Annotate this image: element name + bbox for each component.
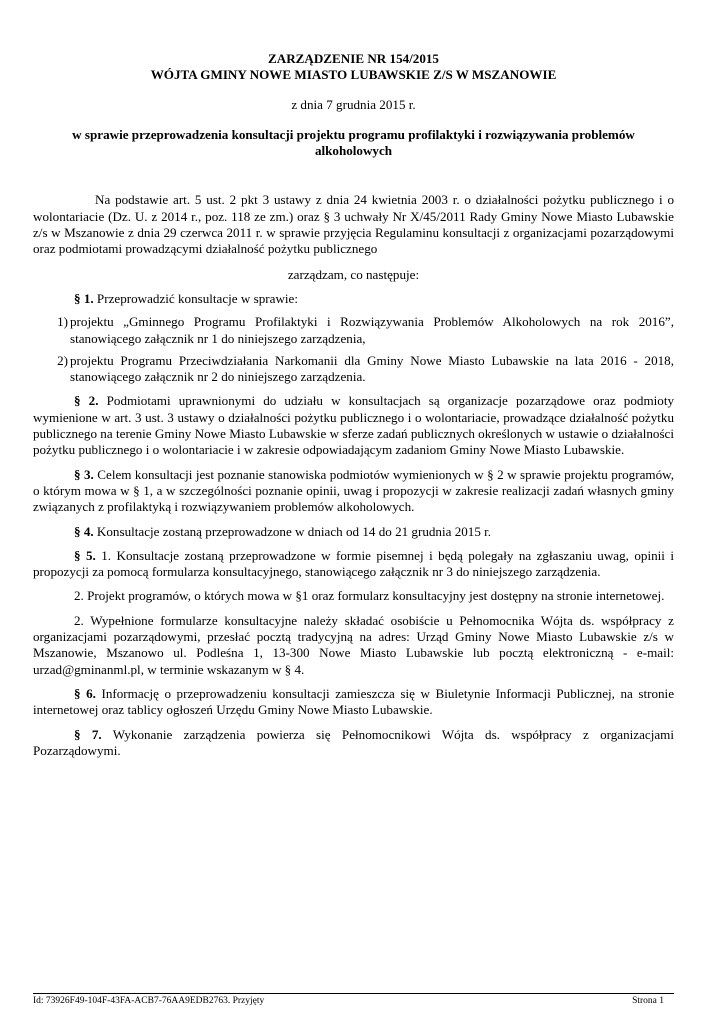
section-5-paragraph-2: 2. Projekt programów, o których mowa w §1 oraz formularz konsultacyjny jest dostępny na stronie internetowej.: [74, 588, 665, 604]
decree-line: zarządzam, co następuje:: [287, 266, 420, 282]
section-4-text: Konsultacje zostaną przeprowadzone w dniach od 14 do 21 grudnia 2015 r.: [96, 523, 492, 539]
section-7-label: § 7.: [74, 726, 102, 742]
section-3-text: Celem konsultacji jest poznanie stanowiska podmiotów wymienionych w § 2 w sprawie projektu programów, o którym mowa w § 1, a w szczególności poznanie opinii, uwag i propozycji w zakresie realizacji zadań własnych gminy związanych z profilaktyką i rozwiązywaniem problemów alkoholowych.: [33, 466, 675, 515]
section-3: [33, 467, 674, 516]
section-4: [33, 524, 674, 540]
section-1-text: Przeprowadzić konsultacje w sprawie:: [96, 290, 298, 306]
section-2-text: Podmiotami uprawnionymi do udziału w konsultacjach są organizacje pozarządowe oraz podmioty wymienione w art. 3 ust. 3 ustawy o działalności pożytku publicznego i o wolontariacie, prowadzące działalność pożytku publicznego na terenie Gminy Nowe Miasto Lubawskie w sferze zadań publicznych określonych w ustawie o działalności pożytku publicznego i o wolontariacie i w zakresie odpowiadającym zadaniom Gminy Nowe Miasto Lubawskie.: [33, 393, 675, 458]
document-subject: w sprawie przeprowadzenia konsultacji projektu programu profilaktyki i rozwiązywania problemów alkoholowych: [72, 126, 635, 159]
list-item-number: 2): [57, 352, 68, 368]
section-5: [33, 548, 674, 581]
section-2-label: § 2.: [74, 393, 99, 409]
section-7: [33, 727, 674, 760]
section-6: [33, 686, 674, 719]
section-5-paragraph-1: 1. Konsultacje zostaną przeprowadzone w formie pisemnej i będą polegały na zgłaszaniu uwag, opinii i propozycji za pomocą formularza konsultacyjnego, stanowiącego załącznik nr 3 do niniejszego zarządzenia.: [33, 547, 675, 580]
section-1-label: § 1.: [74, 290, 94, 306]
document-title-line2: WÓJTA GMINY NOWE MIASTO LUBAWSKIE Z/S W MSZANOWIE: [150, 67, 557, 83]
section-3-label: § 3.: [74, 466, 94, 482]
list-item: [33, 314, 674, 347]
section-6-label: § 6.: [74, 685, 96, 701]
section-5-label: § 5.: [74, 547, 96, 563]
footer-page-number: Strona 1: [632, 996, 664, 1006]
footer-divider: [33, 993, 674, 994]
preamble: Na podstawie art. 5 ust. 2 pkt 3 ustawy z dnia 24 kwietnia 2003 r. o działalności pożytku publicznego i o wolontariacie (Dz. U. z 2014 r., poz. 118 ze zm.) oraz § 3 uchwały Nr X/45/2011 Rady Gminy Nowe Miasto Lubawskie z/s w Mszanowie z dnia 29 czerwca 2011 r. w sprawie przyjęcia Regulaminu konsultacji z organizacjami pozarządowymi oraz podmiotami prowadzącymi działalność pożytku publicznego: [33, 192, 674, 257]
list-item-text: projektu „Gminnego Programu Profilaktyki i Rozwiązywania Problemów Alkoholowych na rok 2016”, stanowiącego załącznik nr 1 do niniejszego zarządzenia,: [70, 314, 674, 346]
section-6-text: Informację o przeprowadzeniu konsultacji zamieszcza się w Biuletynie Informacji Publicznej, na stronie internetowej oraz tablicy ogłoszeń Urzędu Gminy Nowe Miasto Lubawskie.: [33, 685, 675, 718]
section-4-label: § 4.: [74, 523, 94, 539]
document-title-line1: ZARZĄDZENIE NR 154/2015: [268, 51, 439, 66]
list-item: [33, 353, 674, 386]
section-1: [33, 291, 674, 307]
footer-document-id: Id: 73926F49-104F-43FA-ACB7-76AA9EDB2763. Przyjęty: [33, 996, 265, 1006]
list-item-number: 1): [57, 314, 68, 330]
section-7-text: Wykonanie zarządzenia powierza się Pełnomocnikowi Wójta ds. współpracy z organizacjami Pozarządowymi.: [33, 726, 674, 758]
section-5-paragraph-3: 2. Wypełnione formularze konsultacyjne należy składać osobiście u Pełnomocnika Wójta ds. współpracy z organizacjami pozarządowymi, przesłać pocztą tradycyjną na adres: Urząd Gminy Nowe Miasto Lubawskie z/s w Mszanowie, Mszanowo ul. Podleśna 1, 13-300 Nowe Miasto Lubawskie lub pocztą elektroniczną - e-mail: urzad@gminanml.pl, w terminie wskazanym w § 4.: [33, 612, 674, 677]
list-item-text: projektu Programu Przeciwdziałania Narkomanii dla Gminy Nowe Miasto Lubawskie na lata 2016 - 2018, stanowiącego załącznik nr 2 do niniejszego zarządzenia.: [70, 352, 674, 385]
section-2: [33, 393, 674, 458]
section-1-list: [33, 314, 674, 385]
document-body: [33, 51, 674, 759]
document-date: z dnia 7 grudnia 2015 r.: [291, 96, 416, 112]
